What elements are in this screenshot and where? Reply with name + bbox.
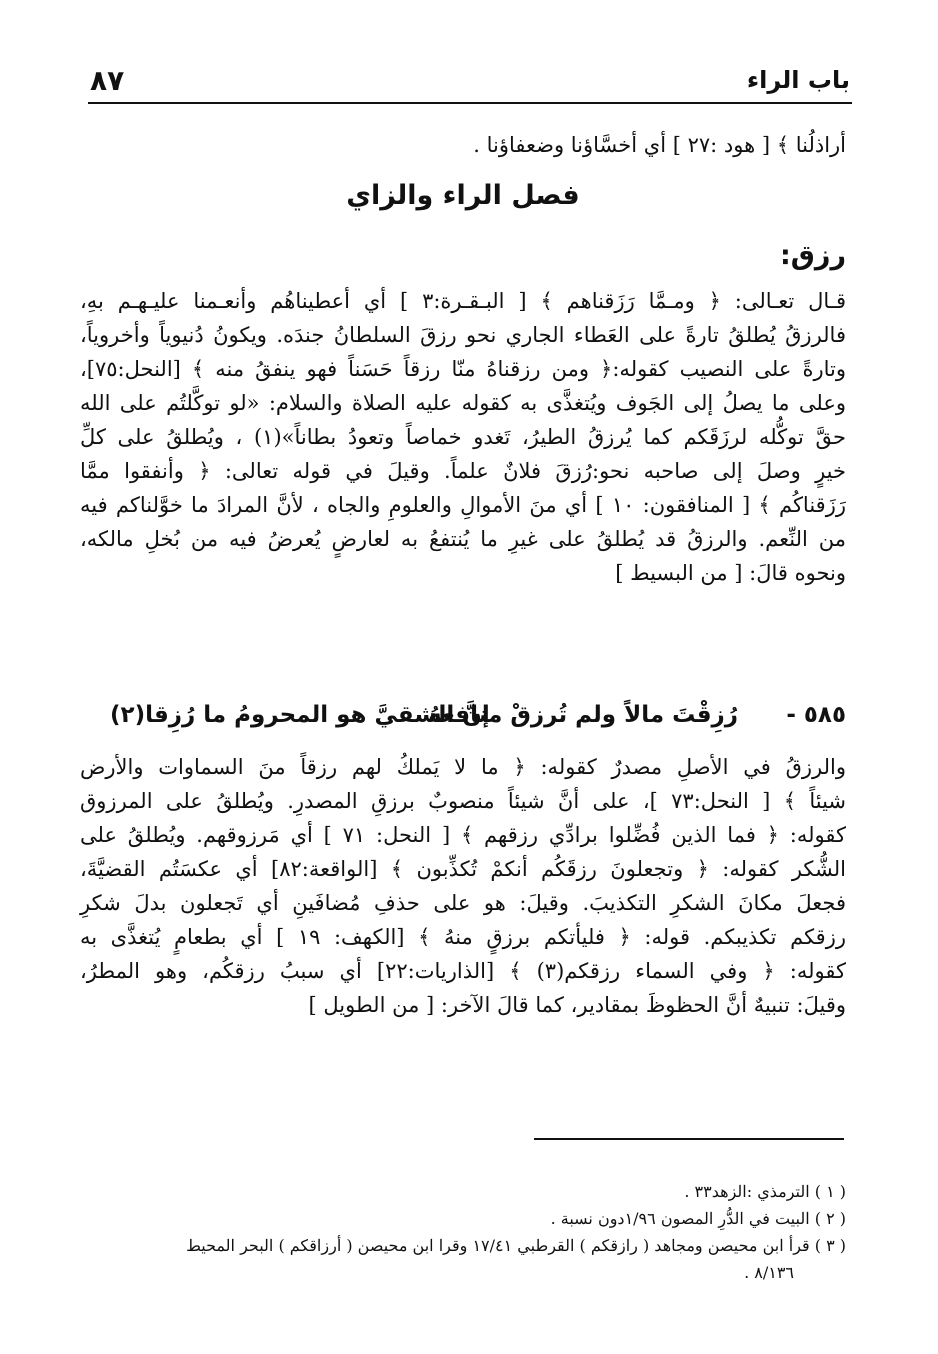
text-line: فالرزقُ يُطلقُ تارةً على العَطاء الجاري نحو رزقَ السلطانُ جندَه. ويكونُ دُنيوياً وأخروياً، [80,323,846,347]
verse-hemistich-second: إنَّ الشقيَّ هو المحرومُ ما رُزِقا(٢) [110,702,490,728]
page-number: ٨٧ [90,64,125,97]
text-line: كقوله: ﴿ فما الذين فُضِّلوا برادِّي رزقهم ﴾ [ النحل: ٧١ ] أي مَرزوقهم. ويُطلقُ على [80,823,846,847]
text-line: كقوله: ﴿ وفي السماء رزقكم(٣) ﴾ [الذاريات:٢٢] أي سببُ رزقكُم، وهو المطرُ، [80,959,846,983]
entry-heading: رزق: [779,240,846,271]
footnote-1: ( ١ ) الترمذي :الزهد٣٣ . [684,1182,846,1201]
verse-hemistich-first: رُزِقْتَ مالاً ولم تُرزقْ منافعهُ [428,702,738,728]
text-line: من النِّعم. والرزقُ قد يُطلقُ على غيرِ ما يُنتفعُ به لعارضٍ يُعرضُ فيه من بُخلِ مالكه، [80,527,846,551]
text-line: وتارةً على النصيب كقوله:﴿ ومن رزقناهُ منّا رزقاً حَسَناً فهو ينفقُ منه ﴾ [النحل:٧٥]، [80,357,846,381]
page-header [88,58,852,104]
text-line: ونحوه قالَ: [ من البسيط ] [615,561,846,585]
top-line [80,128,846,162]
text-line: الشُّكر كقوله: ﴿ وتجعلونَ رزقَكُم أنكمْ تُكذِّبون ﴾ [الواقعة:٨٢] أي عكسَتُم القضيَّةَ، [80,857,846,881]
paragraph-1 [80,284,846,590]
text-line: قـال تعـالى: ﴿ ومـمَّا رَزَقناهم ﴾ [ البـقـرة:٣ ] أي أعطيناهُم وأنعـمنا عليـهـم بهِ، [80,289,846,313]
verse-number: ٥٨٥ - [786,702,846,728]
footnote-3: ( ٣ ) قرأ ابن محيصن ومجاهد ( رازقكم ) القرطبي ١٧/٤١ وقرا ابن محيصن ( أرزاقكم ) البحر المحيط [186,1236,846,1255]
text-line: وقيلَ: تنبيهٌ أنَّ الحظوظَ بمقادير، كما قالَ الآخر: [ من الطويل ] [308,993,846,1017]
text-line: رَزَقناكُم ﴾ [ المنافقون: ١٠ ] أي منَ الأموالِ والعلومِ والجاه ، لأنَّ المرادَ ما خوَّلناكم فيه [80,493,846,517]
text-line: شيئاً ﴾ [ النحل:٧٣ ]، على أنَّ شيئاً منصوبٌ برزقِ المصدرِ. ويُطلقُ على المرزوق [80,789,846,813]
section-title: فصل الراء والزاي [346,180,580,211]
text-line: خيرٍ وصلَ إلى صاحبه نحو:رُزقَ فلانٌ علماً. وقيلَ في قوله تعالى: ﴿ وأنفقوا ممَّا [80,459,846,483]
paragraph-2 [80,750,846,1022]
footnotes [88,1178,846,1286]
text-line: فجعلَ مكانَ الشكرِ التكذيبَ. وقيلَ: هو على حذفِ مُضافَينِ أي تَجعلون بدلَ شكرِ [80,891,846,915]
text-line: رزقكم تكذيبكم. قوله: ﴿ فليأتكم برزقٍ منهُ ﴾ [الكهف: ١٩ ] أي بطعامٍ يُتغذَّى به [80,925,846,949]
text-line: والرزقُ في الأصلِ مصدرٌ كقوله: ﴿ ما لا يَملكُ لهم رزقاً منَ السماوات والأرض [80,755,846,779]
footnote-3-continuation: ٨/١٣٦ . [744,1263,794,1282]
text-line: وعلى ما يصلُ إلى الجَوف ويُتغذَّى به كقوله عليه الصلاة والسلام: «لو توكَّلتُم على الله [80,391,846,415]
running-head: باب الراء [746,66,850,94]
footnote-divider [534,1138,844,1140]
text-line: أراذلُنا ﴾ [ هود :٢٧ ] أي أخسَّاؤنا وضعفاؤنا . [473,133,846,157]
text-line: حقَّ توكُّله لرزَقَكم كما يُرزقُ الطيرُ، تَغدو خماصاً وتعودُ بطاناً»(١) ، ويُطلقُ على كلِّ [80,425,846,449]
footnote-2: ( ٢ ) البيت في الدُّرِ المصون ١/٩٦دون نسبة . [550,1209,846,1228]
poem-verse [110,700,846,738]
